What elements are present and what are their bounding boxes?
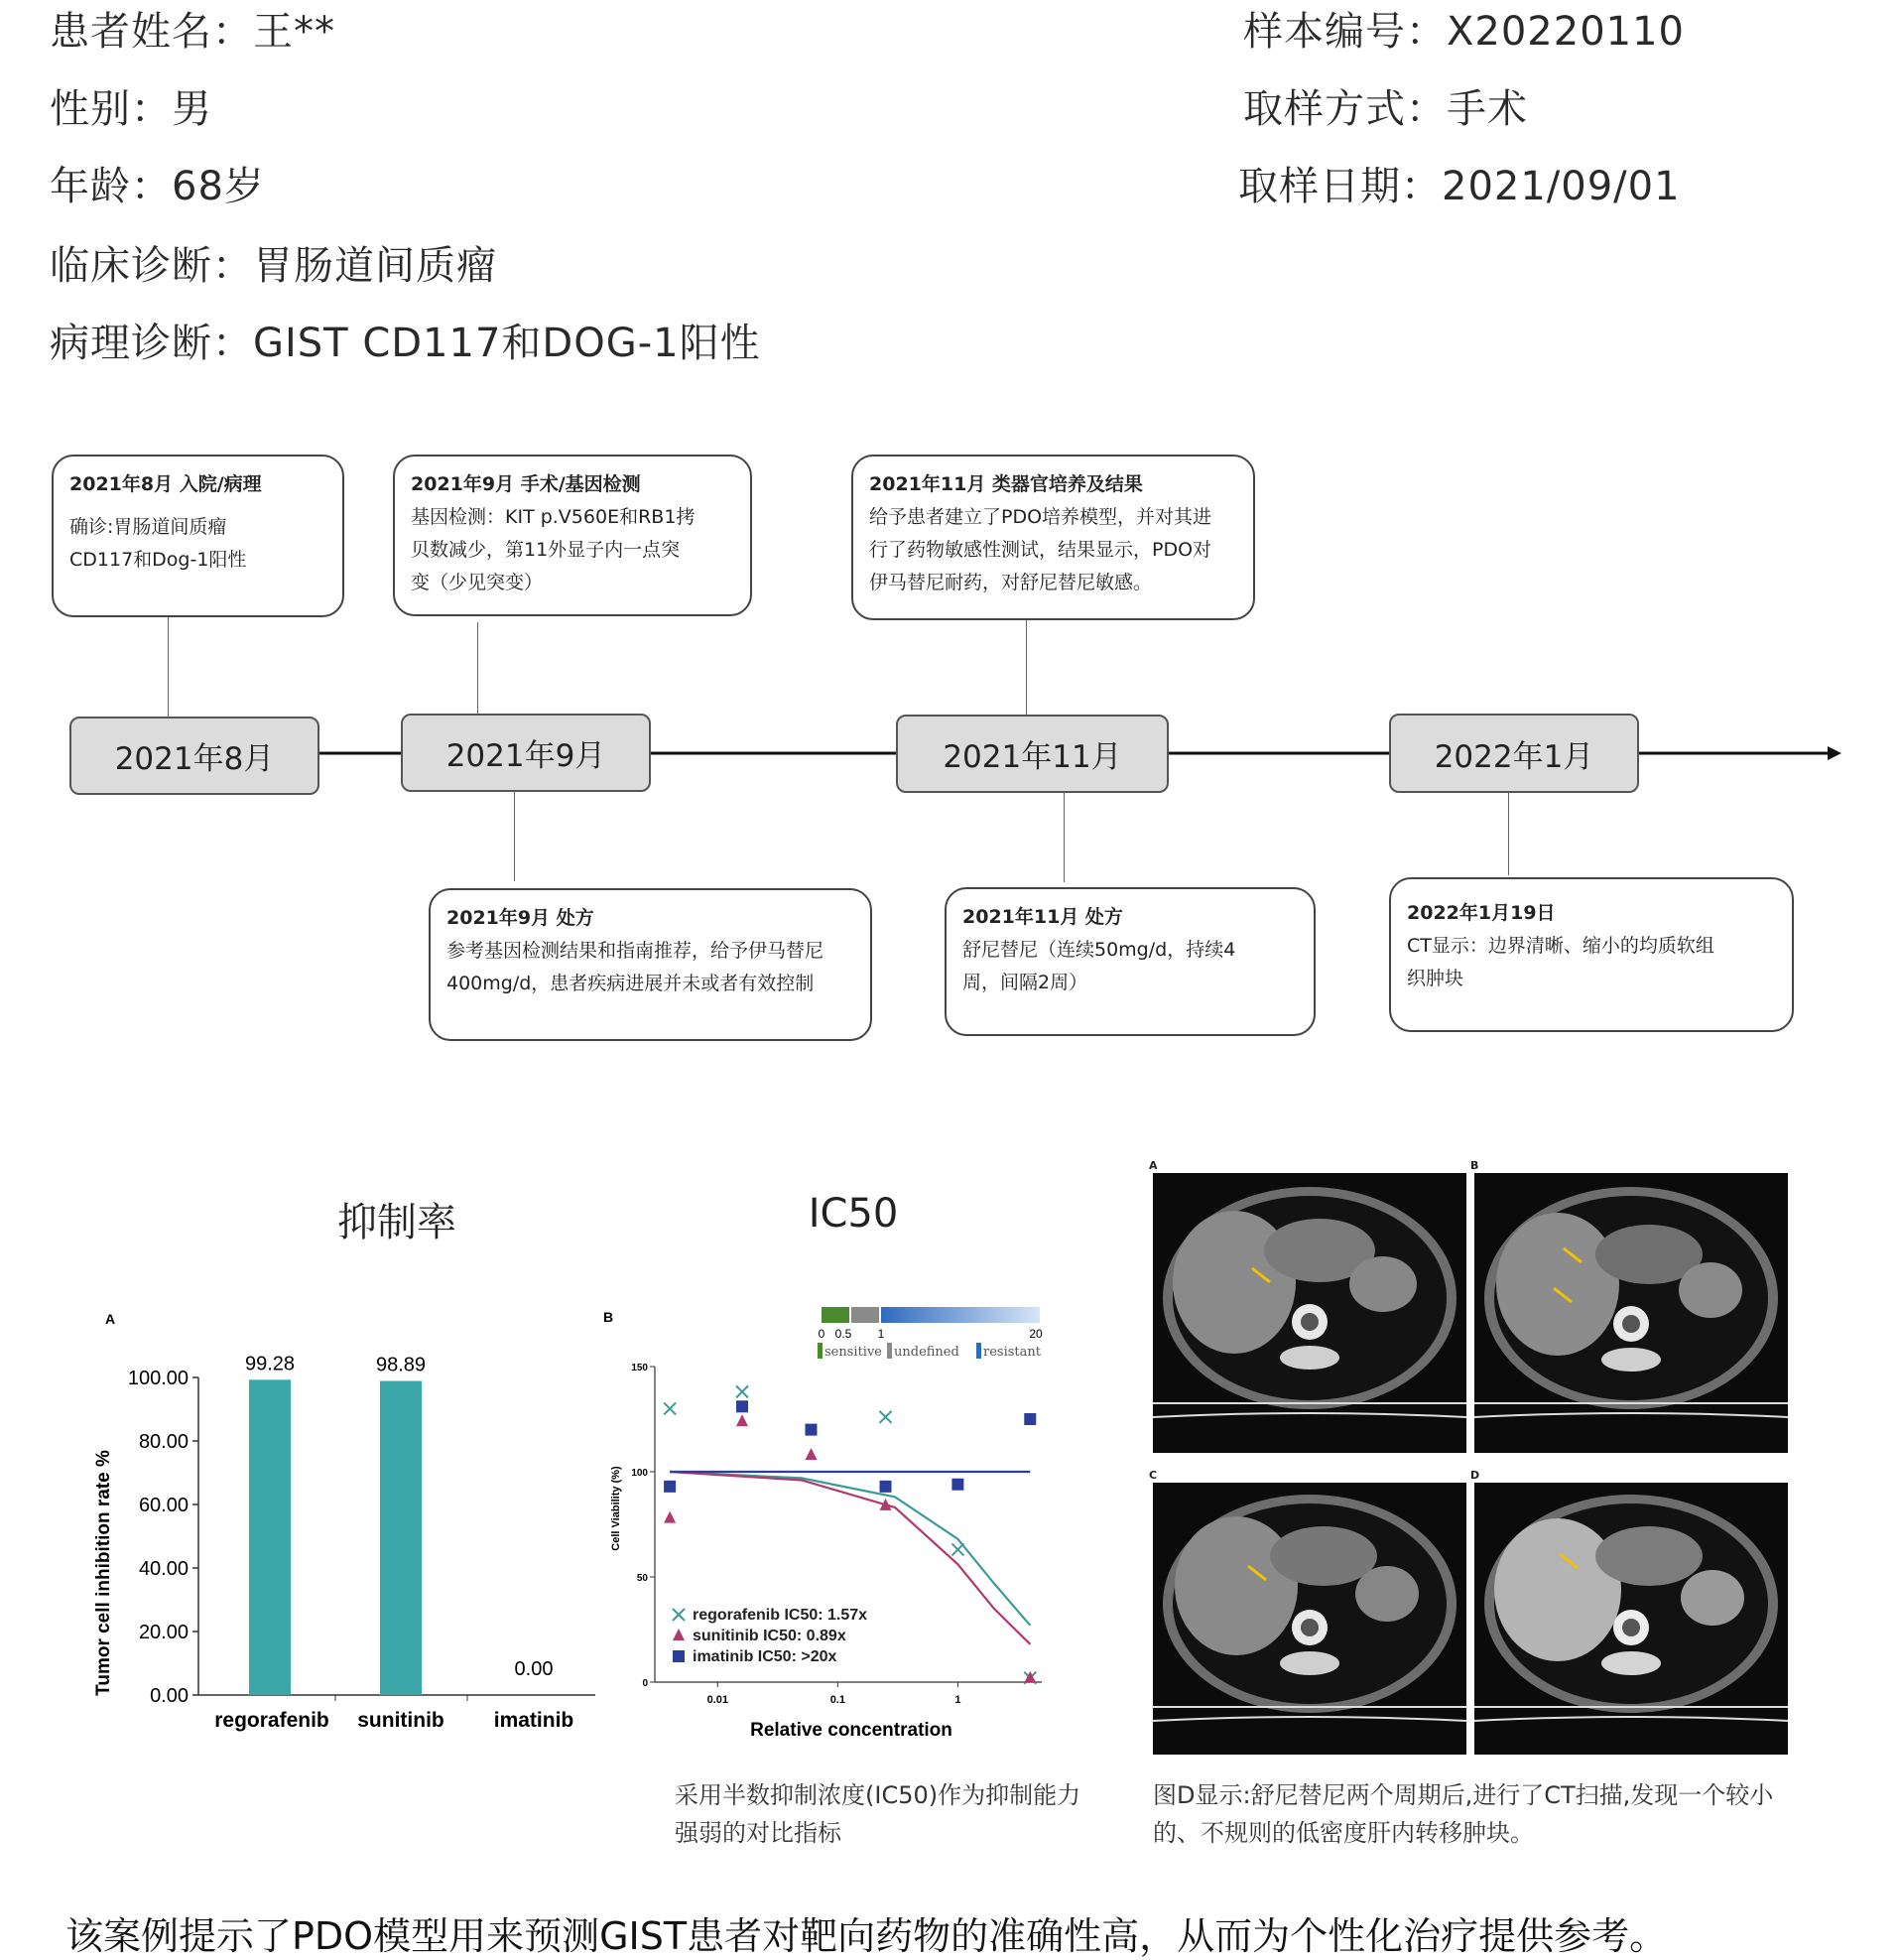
legend-label: regorafenib IC50: 1.57x [693,1607,868,1624]
ct-label-c: C [1149,1469,1158,1482]
card-title: 2021年9月 手术/基因检测 [411,473,641,495]
bar-y-tick-label: 100.00 [127,1368,189,1389]
scale-tick-label: 20 [1029,1327,1043,1341]
card-title: 2022年1月19日 [1407,902,1556,924]
ic50-y-tick-label: 0 [642,1678,648,1689]
card-line: 伊马替尼耐药，对舒尼替尼敏感。 [869,572,1153,593]
ic50-caption [675,1776,1080,1852]
panel-label-a: A [105,1311,116,1327]
ic50-x-tick-label: 0.1 [829,1694,845,1706]
card-line: CD117和Dog-1阳性 [69,549,247,571]
legend-marker-triangle [673,1629,685,1640]
bar-category-label: sunitinib [357,1709,444,1732]
ic50-y-tick-label: 100 [631,1468,648,1479]
bar-value-label: 99.28 [244,1353,296,1375]
scale-legend-label: resistant [983,1345,1041,1360]
legend-marker-square [673,1650,685,1662]
caption-line: 强弱的对比指标 [675,1819,841,1847]
legend-label: imatinib IC50: >20x [693,1648,837,1665]
ic50-x-axis-label: Relative concentration [750,1720,952,1741]
ct-scan-d [1474,1483,1788,1755]
caption-line: 采用半数抑制浓度(IC50)作为抑制能力 [675,1781,1081,1809]
data-point-square [951,1479,963,1491]
data-point-triangle [805,1448,817,1460]
bar-y-axis-label: Tumor cell inhibition rate % [93,1450,114,1696]
card-title: 2021年11月 处方 [962,906,1123,928]
date-2021-08: 2021年8月 [69,717,319,795]
ct-label-d: D [1470,1469,1480,1482]
card-line: 400mg/d，患者疾病进展并未或者有效控制 [446,973,815,994]
data-point-square [664,1481,676,1493]
event-card-prescription-imatinib [429,888,872,1041]
ic50-y-tick-label: 150 [631,1363,648,1373]
ct-label-b: B [1470,1159,1479,1172]
sample-id: 样本编号：X20220110 [1243,9,1685,55]
bar-y-tick-label: 0.00 [150,1685,189,1707]
ct-caption [1153,1776,1773,1852]
inhibition-title: 抑制率 [337,1200,456,1245]
date-2022-01: 2022年1月 [1389,714,1639,793]
bar-category-label: regorafenib [214,1709,329,1732]
card-line: 周，间隔2周） [962,972,1088,993]
data-point-square [880,1481,892,1493]
data-point-x [880,1411,892,1423]
scale-sensitive [822,1307,849,1323]
scale-tick-label: 0.5 [834,1327,852,1341]
card-line: 织肿块 [1407,968,1464,989]
bar-value-label: 98.89 [375,1354,427,1376]
card-line: 行了药物敏感性测试，结果显示，PDO对 [869,539,1212,561]
ic50-x-tick-label: 0.01 [706,1694,729,1706]
scale-legend-swatch [818,1343,823,1359]
connector [477,622,478,714]
ic50-chart [593,1295,1060,1752]
event-card-organoid [851,455,1255,620]
card-line: 参考基因检测结果和指南推荐，给予伊马替尼 [446,940,824,962]
pathology-diagnosis: 病理诊断：GIST CD117和DOG-1阳性 [50,321,761,366]
card-title: 2021年11月 类器官培养及结果 [869,473,1143,495]
data-point-square [1024,1413,1036,1425]
patient-age: 年龄：68岁 [50,164,265,209]
data-point-square [736,1400,748,1412]
scale-resistant [881,1307,1040,1323]
sample-date: 取样日期：2021/09/01 [1238,164,1681,209]
ct-scan-a [1153,1173,1466,1453]
card-line: 变（少见突变） [411,572,544,593]
legend-label: sunitinib IC50: 0.89x [693,1628,846,1644]
event-card-prescription-sunitinib [945,887,1316,1036]
scale-legend-swatch [887,1343,892,1359]
patient-name: 患者姓名：王** [50,9,335,55]
bar-value-label: 0.00 [514,1658,554,1680]
data-point-x [951,1543,963,1555]
bar-y-tick-label: 60.00 [138,1495,189,1516]
scale-legend-label: undefined [894,1345,959,1360]
inhibition-bar-chart [79,1300,615,1747]
ct-label-a: A [1149,1159,1158,1172]
card-line: 基因检测：KIT p.V560E和RB1拷 [411,506,696,528]
card-line: 舒尼替尼（连续50mg/d，持续4 [962,939,1236,961]
connector [1026,619,1027,715]
scale-tick-label: 1 [877,1327,885,1341]
bar-regorafenib [249,1379,291,1695]
card-title: 2021年8月 入院/病理 [69,473,262,495]
card-title: 2021年9月 处方 [446,907,594,929]
bar-y-tick-label: 80.00 [138,1431,189,1453]
data-point-x [736,1385,748,1397]
date-2021-09: 2021年9月 [401,714,651,792]
legend-marker-x [673,1609,685,1621]
ic50-y-tick-label: 50 [636,1573,648,1584]
caption-line: 的、不规则的低密度肝内转移肿块。 [1153,1819,1534,1847]
bar-y-tick-label: 40.00 [138,1558,189,1580]
date-2021-11: 2021年11月 [896,715,1169,793]
data-point-square [805,1424,817,1436]
scale-legend-label: sensitive [824,1345,882,1360]
connector [514,792,515,881]
card-line: CT显示：边界清晰、缩小的均质软组 [1407,935,1714,957]
caption-line: 图D显示:舒尼替尼两个周期后,进行了CT扫描,发现一个较小 [1153,1781,1774,1809]
clinical-diagnosis: 临床诊断：胃肠道间质瘤 [50,243,497,289]
bar-category-label: imatinib [493,1709,574,1732]
bar-y-tick-label: 20.00 [138,1622,189,1643]
conclusion: 该案例提示了PDO模型用来预测GIST患者对靶向药物的准确性高，从而为个性化治疗提供参考。 [65,1914,1668,1958]
card-line: 给予患者建立了PDO培养模型，并对其进 [869,506,1212,528]
card-line: 确诊:胃肠道间质瘤 [69,516,227,538]
connector [1064,793,1065,882]
connector [168,615,169,717]
ic50-title: IC50 [808,1191,899,1237]
scale-legend-swatch [976,1343,981,1359]
scale-undefined [851,1307,879,1323]
bar-sunitinib [380,1381,422,1695]
ct-scan-b [1474,1173,1788,1453]
data-point-triangle [736,1414,748,1426]
data-point-x [664,1402,676,1414]
event-card-admission [52,455,344,617]
event-card-surgery [393,455,752,616]
ct-figure [1149,1159,1792,1755]
ic50-y-axis-label: Cell Viability (%) [610,1466,622,1551]
ic50-x-tick-label: 1 [954,1694,961,1706]
ct-scan-c [1153,1483,1466,1755]
scale-tick-label: 0 [818,1327,825,1341]
card-line: 贝数减少，第11外显子内一点突 [411,539,681,561]
event-card-ct-result [1389,877,1794,1032]
panel-label-b: B [603,1309,614,1325]
patient-gender: 性别：男 [50,86,212,132]
connector [1508,793,1509,875]
data-point-triangle [664,1511,676,1523]
sample-method: 取样方式：手术 [1243,86,1528,132]
